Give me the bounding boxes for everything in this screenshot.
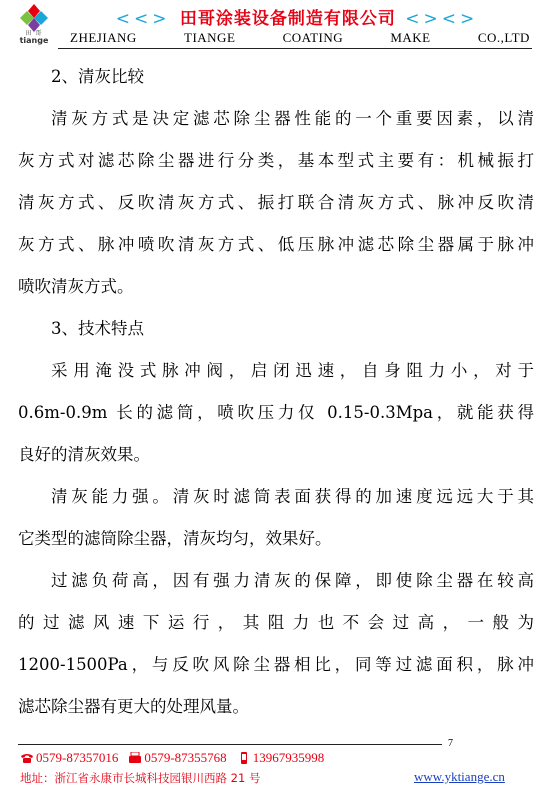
deco-right: <><> [395, 9, 479, 29]
paragraph-line: 的过滤风速下运行，其阻力也不会过高，一般为 [18, 613, 534, 632]
fax-number: 0579-87355768 [144, 750, 227, 765]
mobile-phone-icon [237, 752, 251, 764]
company-en-word: CO.,LTD [477, 30, 530, 45]
company-en-word: MAKE [390, 30, 431, 45]
website-link[interactable]: www.yktiange.cn [414, 769, 505, 784]
company-en-word: TIANGE [184, 30, 236, 45]
mobile-number: 13967935998 [252, 750, 325, 765]
paragraph-line: 灰方式、脉冲喷吹清灰方式、低压脉冲滤芯除尘器属于脉冲 [18, 235, 534, 254]
company-en-word: COATING [282, 30, 344, 45]
company-name-cn [62, 4, 532, 29]
logo-wordmark: tiange [19, 36, 49, 45]
logo-small-text: 田 哥 [25, 30, 43, 37]
paragraph-line: 滤芯除尘器有更大的处理风量。 [18, 697, 249, 716]
paragraph-line: 灰方式对滤芯除尘器进行分类，基本型式主要有：机械振打 [18, 151, 534, 170]
section-heading: 3、技术特点 [51, 319, 144, 338]
paragraph-line: 采用淹没式脉冲阀，启闭迅速，自身阻力小，对于 [51, 361, 534, 380]
footer-divider [18, 744, 442, 745]
paragraph-line: 清灰方式、反吹清灰方式、振打联合清灰方式、脉冲反吹清 [18, 193, 534, 212]
document-body [18, 60, 534, 724]
paragraph-line: 它类型的滤筒除尘器，清灰均匀，效果好。 [18, 529, 332, 548]
header-divider [58, 48, 532, 49]
fax-icon [128, 752, 142, 764]
company-en-word: ZHEJIANG [70, 30, 137, 45]
company-name-en [70, 30, 530, 46]
phone-number: 0579-87357016 [36, 750, 119, 765]
mobile-item [237, 750, 325, 766]
paragraph-line: 0.6m-0.9m 长的滤筒，喷吹压力仅 0.15-0.3Mpa，就能获得 [18, 403, 534, 422]
page-header [0, 0, 552, 52]
paragraph-line: 过滤负荷高，因有强力清灰的保障，即使除尘器在较高 [51, 571, 534, 590]
section-heading: 2、清灰比较 [51, 67, 144, 86]
company-address: 地址：浙江省永康市长城科技园银川西路 21 号 [20, 771, 261, 785]
paragraph-line: 良好的清灰效果。 [18, 445, 150, 464]
phone-item [20, 750, 118, 766]
footer-contact [20, 750, 324, 766]
paragraph-line: 喷吹清灰方式。 [18, 277, 134, 296]
paragraph-line: 清灰方式是决定滤芯除尘器性能的一个重要因素，以清 [51, 109, 534, 128]
page-number: 7 [448, 738, 453, 749]
paragraph-line: 1200-1500Pa，与反吹风除尘器相比，同等过滤面积，脉冲 [18, 655, 534, 674]
company-logo [12, 4, 56, 48]
fax-item [128, 750, 226, 766]
paragraph-line: 清灰能力强。清灰时滤筒表面获得的加速度远远大于其 [51, 487, 534, 506]
deco-left: <<> [115, 9, 180, 29]
telephone-icon [20, 752, 34, 764]
company-name-cn-text: 田哥涂装设备制造有限公司 [179, 9, 396, 29]
